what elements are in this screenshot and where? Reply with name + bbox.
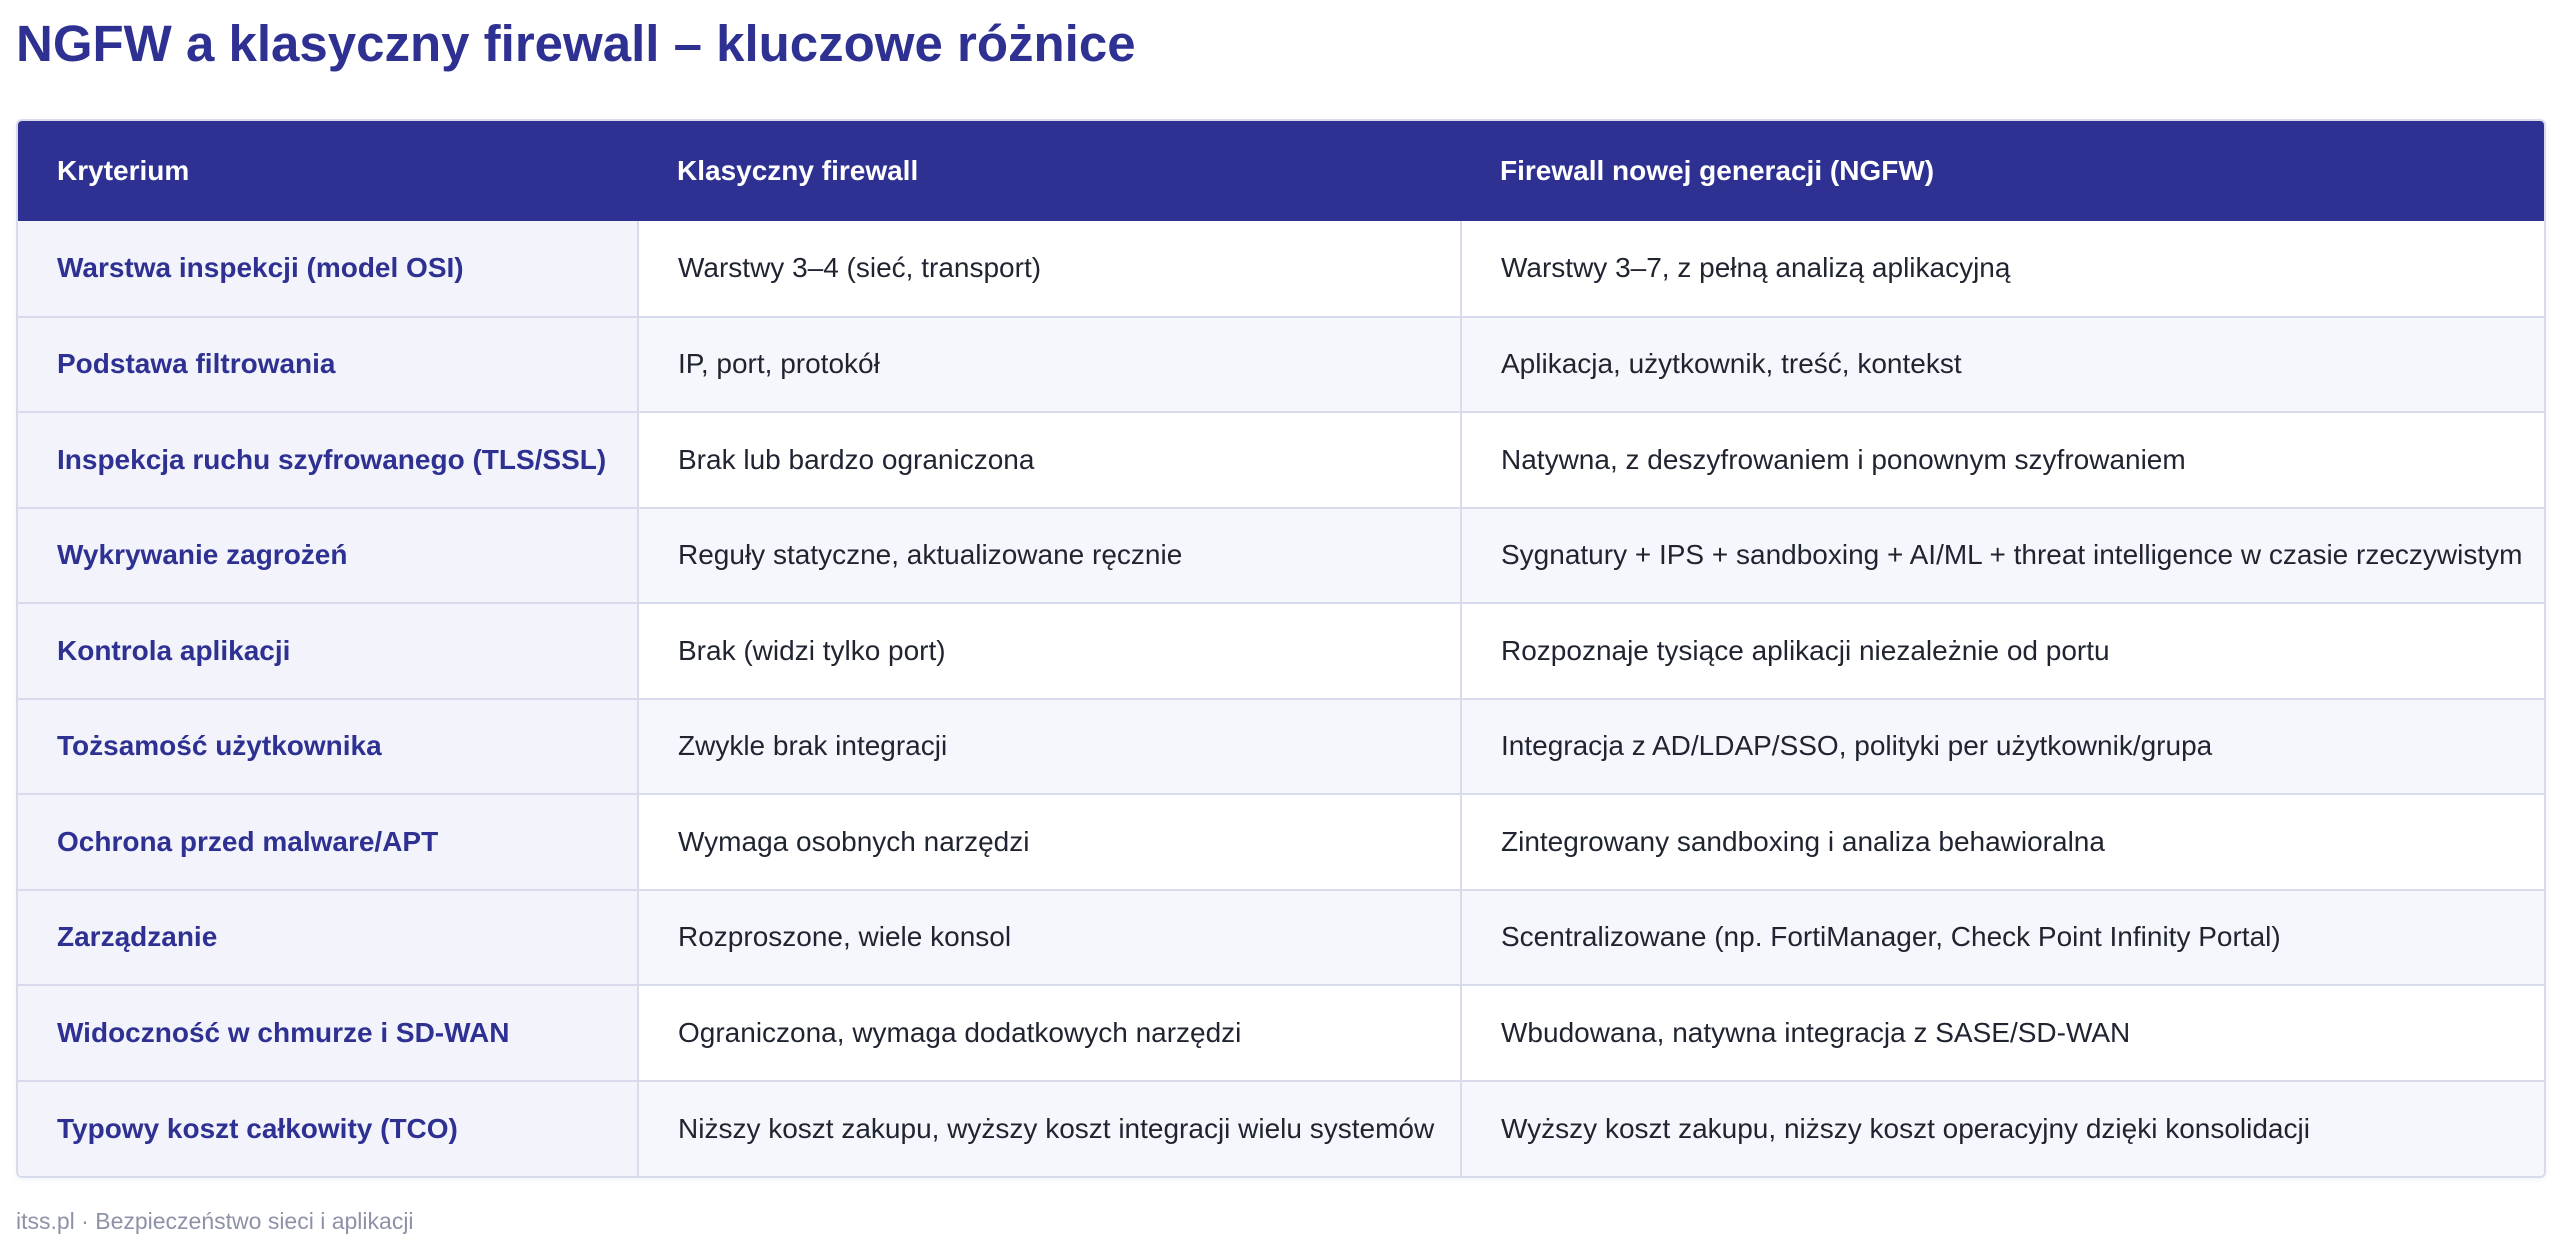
criterion-cell: Kontrola aplikacji [18, 603, 638, 699]
classic-firewall-cell: Ograniczona, wymaga dodatkowych narzędzi [638, 985, 1461, 1081]
classic-firewall-cell: Brak (widzi tylko port) [638, 603, 1461, 699]
classic-firewall-cell: Rozproszone, wiele konsol [638, 890, 1461, 986]
column-header-ngfw: Firewall nowej generacji (NGFW) [1500, 155, 1935, 186]
ngfw-cell: Wyższy koszt zakupu, niższy koszt operacyjny dzięki konsolidacji [1461, 1081, 2544, 1177]
table-row [18, 1081, 2544, 1177]
criterion-cell: Tożsamość użytkownika [18, 699, 638, 795]
criterion-cell: Typowy koszt całkowity (TCO) [18, 1081, 638, 1177]
ngfw-cell: Sygnatury + IPS + sandboxing + AI/ML + threat intelligence w czasie rzeczywistym [1461, 508, 2544, 604]
ngfw-cell: Scentralizowane (np. FortiManager, Check Point Infinity Portal) [1461, 890, 2544, 986]
classic-firewall-cell: Wymaga osobnych narzędzi [638, 794, 1461, 890]
classic-firewall-cell: IP, port, protokół [638, 317, 1461, 413]
table-row [18, 890, 2544, 986]
classic-firewall-cell: Warstwy 3–4 (sieć, transport) [638, 221, 1461, 317]
criterion-cell: Podstawa filtrowania [18, 317, 638, 413]
criterion-cell: Wykrywanie zagrożeń [18, 508, 638, 604]
comparison-table [18, 121, 2544, 1176]
ngfw-cell: Zintegrowany sandboxing i analiza behawioralna [1461, 794, 2544, 890]
footer-caption: itss.pl · Bezpieczeństwo sieci i aplikacji [16, 1208, 414, 1234]
column-header-criterion: Kryterium [57, 155, 190, 186]
ngfw-cell: Wbudowana, natywna integracja z SASE/SD-WAN [1461, 985, 2544, 1081]
comparison-table-container [16, 119, 2546, 1178]
classic-firewall-cell: Brak lub bardzo ograniczona [638, 412, 1461, 508]
classic-firewall-cell: Reguły statyczne, aktualizowane ręcznie [638, 508, 1461, 604]
table-row [18, 699, 2544, 795]
ngfw-cell: Natywna, z deszyfrowaniem i ponownym szyfrowaniem [1461, 412, 2544, 508]
table-header [18, 121, 2544, 221]
table-row [18, 985, 2544, 1081]
table-row [18, 221, 2544, 317]
classic-firewall-cell: Niższy koszt zakupu, wyższy koszt integracji wielu systemów [638, 1081, 1461, 1177]
criterion-cell: Ochrona przed malware/APT [18, 794, 638, 890]
ngfw-cell: Rozpoznaje tysiące aplikacji niezależnie od portu [1461, 603, 2544, 699]
column-header-classic-firewall: Klasyczny firewall [677, 155, 919, 186]
ngfw-cell: Aplikacja, użytkownik, treść, kontekst [1461, 317, 2544, 413]
table-body [18, 221, 2544, 1176]
table-row [18, 412, 2544, 508]
table-row [18, 508, 2544, 604]
ngfw-cell: Warstwy 3–7, z pełną analizą aplikacyjną [1501, 252, 2011, 284]
ngfw-cell: Integracja z AD/LDAP/SSO, polityki per użytkownik/grupa [1461, 699, 2544, 795]
table-row [18, 317, 2544, 413]
criterion-cell: Zarządzanie [18, 890, 638, 986]
table-header-row [18, 121, 2544, 221]
criterion-cell: Widoczność w chmurze i SD-WAN [18, 985, 638, 1081]
criterion-cell: Warstwa inspekcji (model OSI) [18, 221, 638, 317]
page-title: NGFW a klasyczny firewall – kluczowe różnice [16, 15, 1136, 72]
criterion-cell: Inspekcja ruchu szyfrowanego (TLS/SSL) [18, 412, 638, 508]
classic-firewall-cell: Zwykle brak integracji [638, 699, 1461, 795]
table-row [18, 794, 2544, 890]
table-row [18, 603, 2544, 699]
